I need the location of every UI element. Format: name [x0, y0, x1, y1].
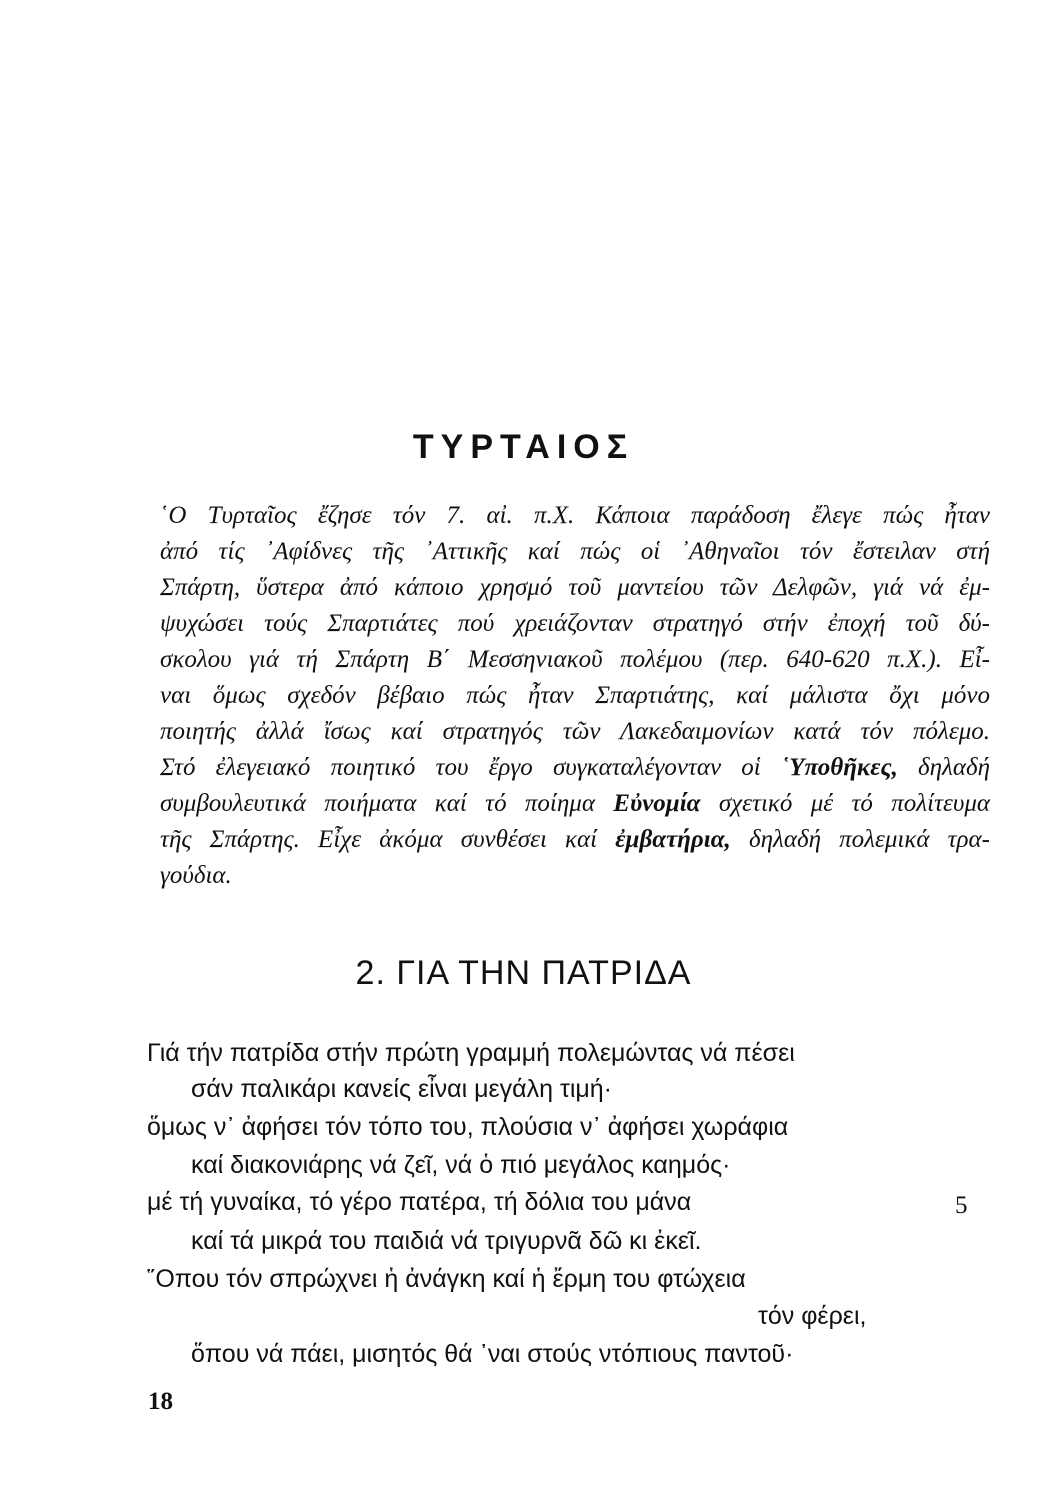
- verse-line-number: 5: [955, 1192, 968, 1219]
- verse-line: καί τά μικρά του παιδιά νά τριγυρνᾶ δῶ κι ἐκεῖ.: [191, 1227, 702, 1255]
- intro-line: γούδια.: [160, 862, 232, 889]
- intro-line: [160, 750, 990, 786]
- intro-line: Σπάρτη, ὕστερα ἀπό κάποιο χρησμό τοῦ μαντείου τῶν Δελφῶν, γιά νά ἐμ-: [160, 574, 990, 601]
- intro-line: [160, 786, 990, 822]
- intro-line: ἀπό τίς ᾿Αφίδνες τῆς ᾿Αττικῆς καί πώς οἱ ᾿Αθηναῖοι τόν ἔστειλαν στή: [160, 538, 990, 565]
- intro-line: ποιητής ἀλλά ἴσως καί στρατηγός τῶν Λακεδαιμονίων κατά τόν πόλεμο.: [160, 718, 990, 745]
- verse-line: Γιά τήν πατρίδα στήν πρώτη γραμμή πολεμώντας νά πέσει: [147, 1039, 795, 1067]
- work-title-eunomia: Εὐνομία: [613, 790, 701, 817]
- verse-line-continuation: τόν φέρει,: [758, 1302, 867, 1330]
- page-number: 18: [148, 1388, 173, 1415]
- intro-text: τῆς Σπάρτης. Εἶχε ἀκόμα συνθέσει καί: [160, 826, 616, 853]
- verse-line: ὅμως ν᾿ ἀφήσει τόν τόπο του, πλούσια ν᾿ ἀφήσει χωράφια: [147, 1113, 789, 1141]
- verse-line: ὅπου νά πάει, μισητός θά ᾿ναι στούς ντόπιους παντοῦ·: [191, 1340, 794, 1368]
- intro-paragraph: [160, 498, 990, 894]
- work-title-embateria: ἐμβατήρια,: [615, 826, 731, 853]
- work-title-hypothekes: ῾Υποθῆκες,: [780, 754, 898, 781]
- verse-line: καί διακονιάρης νά ζεῖ, νά ὁ πιό μεγάλος καημός·: [191, 1151, 731, 1179]
- verse-line: μέ τή γυναίκα, τό γέρο πατέρα, τή δόλια του μάνα: [147, 1188, 692, 1216]
- intro-text: δηλαδή: [897, 754, 991, 781]
- intro-line: ῾Ο Τυρταῖος ἔζησε τόν 7. αἰ. π.Χ. Κάποια παράδοση ἔλεγε πώς ἦταν: [160, 502, 990, 529]
- intro-line: ψυχώσει τούς Σπαρτιάτες πού χρειάζονταν στρατηγό στήν ἐποχή τοῦ δύ-: [160, 610, 990, 637]
- verse-line: ῞Οπου τόν σπρώχνει ἡ ἀνάγκη καί ἡ ἔρμη του φτώχεια: [147, 1265, 746, 1293]
- intro-line: σκολου γιά τή Σπάρτη Β΄ Μεσσηνιακοῦ πολέμου (περ. 640-620 π.Χ.). Εἶ-: [160, 646, 990, 673]
- intro-line: [160, 822, 990, 858]
- intro-text: δηλαδή πολεμικά τρα-: [730, 826, 991, 853]
- intro-text: συμβουλευτικά ποιήματα καί τό ποίημα: [160, 790, 614, 817]
- author-title: ΤΥΡΤΑΙΟΣ: [412, 428, 635, 466]
- verse-line: σάν παλικάρι κανείς εἶναι μεγάλη τιμή·: [191, 1075, 613, 1103]
- intro-line: ναι ὅμως σχεδόν βέβαιο πώς ἦταν Σπαρτιάτης, καί μάλιστα ὄχι μόνο: [160, 682, 990, 709]
- intro-text: Στό ἐλεγειακό ποιητικό του ἔργο συγκαταλέγονταν οἱ: [160, 754, 781, 781]
- poem-title: 2. ΓΙΑ ΤΗΝ ΠΑΤΡΙΔΑ: [355, 954, 692, 992]
- intro-text: σχετικό μέ τό πολίτευμα: [700, 790, 990, 817]
